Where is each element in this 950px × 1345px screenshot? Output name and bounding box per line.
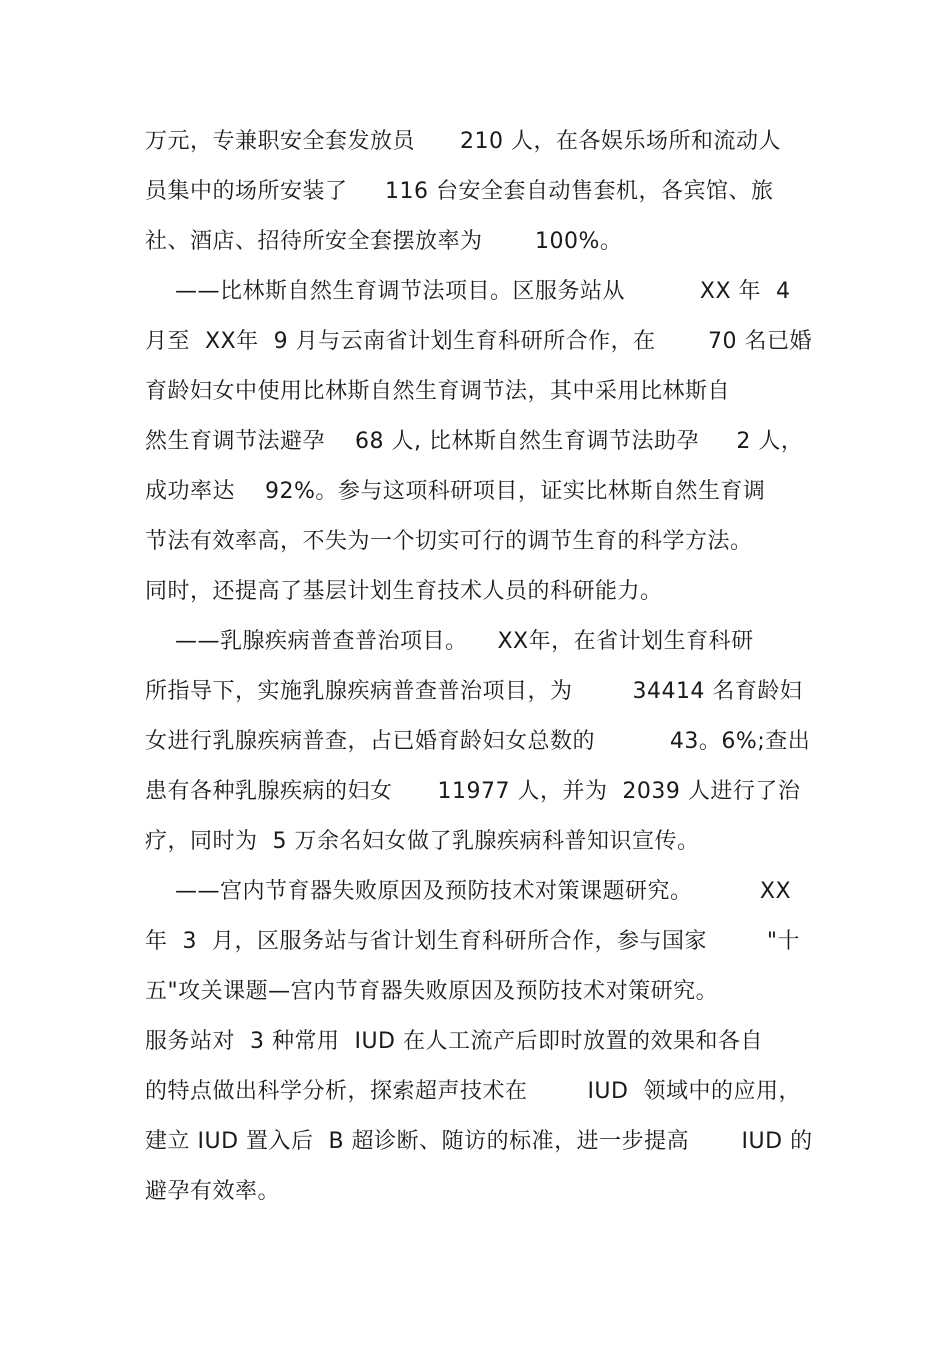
text-line: 疗，同时为 5 万余名妇女做了乳腺疾病科普知识宣传。 — [145, 829, 700, 854]
text-line: 月至 XX年 9 月与云南省计划生育科研所合作，在 70 名已婚 — [145, 329, 813, 354]
text-line: ——宫内节育器失败原因及预防技术对策课题研究。 XX — [145, 879, 792, 904]
text-line: 员集中的场所安装了 116 台安全套自动售套机，各宾馆、旅 — [145, 179, 774, 204]
text-line: 所指导下，实施乳腺疾病普查普治项目，为 34414 名育龄妇 — [145, 679, 803, 704]
text-line: 育龄妇女中使用比林斯自然生育调节法，其中采用比林斯自 — [145, 379, 731, 404]
text-line: 同时，还提高了基层计划生育技术人员的科研能力。 — [145, 579, 663, 604]
text-line: 患有各种乳腺疾病的妇女 11977 人，并为 2039 人进行了治 — [145, 779, 801, 804]
text-line: 年 3 月，区服务站与省计划生育科研所合作，参与国家 "十 — [145, 929, 801, 954]
text-line: 建立 IUD 置入后 B 超诊断、随访的标准，进一步提高 IUD 的 — [145, 1129, 813, 1154]
text-line: 成功率达 92%。参与这项科研项目，证实比林斯自然生育调 — [145, 479, 766, 504]
text-line: ——乳腺疾病普查普治项目。 XX年，在省计划生育科研 — [145, 629, 754, 654]
text-line: 五"攻关课题—宫内节育器失败原因及预防技术对策研究。 — [145, 979, 719, 1004]
text-line: 社、酒店、招待所安全套摆放率为 100%。 — [145, 229, 623, 254]
text-line: 节法有效率高，不失为一个切实可行的调节生育的科学方法。 — [145, 529, 753, 554]
text-line: 服务站对 3 种常用 IUD 在人工流产后即时放置的效果和各自 — [145, 1029, 763, 1054]
text-line: 万元，专兼职安全套发放员 210 人，在各娱乐场所和流动人 — [145, 129, 781, 154]
text-line: 然生育调节法避孕 68 人, 比林斯自然生育调节法助孕 2 人， — [145, 429, 804, 454]
text-line: 的特点做出科学分析，探索超声技术在 IUD 领域中的应用， — [145, 1079, 801, 1104]
text-line: 女进行乳腺疾病普查，占已婚育龄妇女总数的 43。6%;查出 — [145, 729, 811, 754]
text-line: 避孕有效率。 — [145, 1179, 281, 1204]
text-line: ——比林斯自然生育调节法项目。区服务站从 XX 年 4 — [145, 279, 791, 304]
